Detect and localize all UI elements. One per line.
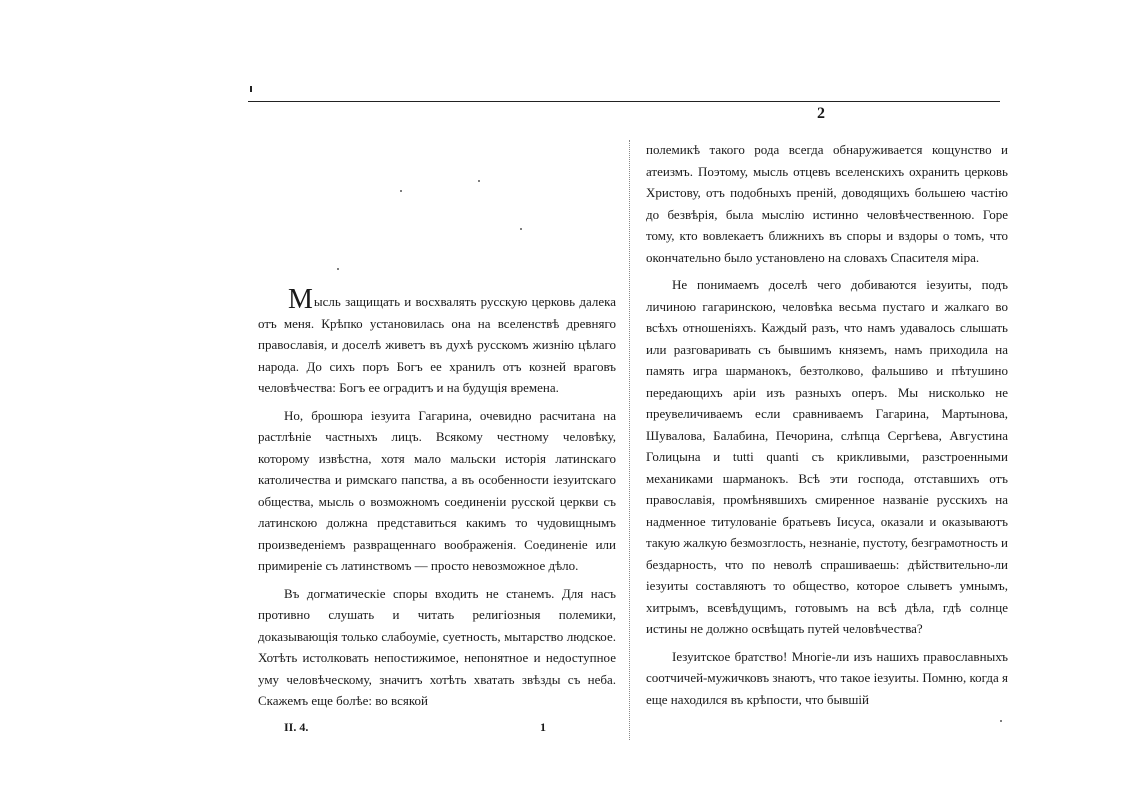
paragraph: Не понимаемъ доселѣ чего добиваются iезуиты, подъ личиною гагаринскою, человѣка весьма пустаго и жалкаго во всѣхъ отношеніяхъ. Каждый разъ, что намъ удавалось слышать или разговаривать съ бывшимъ княземъ, намъ приходила на память игра шарманокъ, безтолково, фальшиво и пѣтушино передающихъ аріи изъ разныхъ оперъ. Мы нисколько не преувеличиваемъ если сравниваемъ Гагарина, Мартынова, Шувалова, Балабина, Печорина, слѣпца Сергѣева, Августина Голицына и tutti quanti съ крикливыми, разстроенными механиками шарманокъ. Всѣ эти господа, отставшихъ отъ православія, промѣнявшихъ смиренное названіе русскихъ на надменное титулованіе братьевъ Іисуса, оказали и оказываютъ такую жалкую безмозглость, незнаніе, пустоту, безграмотность и бездарность, что по неволѣ спрашиваешь: дѣйствительно-ли iезуиты составляютъ то общество, которое слыветъ умнымъ, хитрымъ, всевѣдущимъ, готовымъ на всѣ дѣла, гдѣ солнце истины не должно освѣщать путей человѣчества? [646,277,1008,636]
signature-mark: II. 4. [284,720,309,734]
print-speck [1000,720,1002,722]
page-number: 2 [817,105,825,122]
opening-paragraph-text: ысль защищать и восхвалять русскую церковь далека отъ меня. Крѣпко установилась она на вселенствѣ древняго православія, и доселѣ живетъ въ духѣ русскомъ жизнію цѣлаго народа. До сихъ поръ Богъ ее хранилъ отъ козней враговъ человѣчества: Богъ ее оградитъ и на будущія времена. [258,294,616,395]
margin-tick-mark [250,86,252,92]
print-speck [337,268,339,270]
print-speck [478,180,480,182]
print-speck [520,228,522,230]
paragraph-continued: полемикѣ такого рода всегда обнаруживается кощунство и атеизмъ. Поэтому, мысль отцевъ вселенскихъ охранить церковь Христову, отъ подобныхъ преній, доводящихъ большею частію до безвѣрія, была мыслію истинно человѣчественною. Горе тому, кто вовлекаетъ ближнихъ въ споры и вздоры о томъ, что окончательно было установлено на словахъ Спасителя міра. [646,142,1008,265]
header-rule [248,101,1000,102]
footer-page-number: 1 [540,720,546,734]
left-column [258,284,616,718]
right-column [646,139,1008,716]
drop-cap: М [288,284,313,315]
paragraph: Въ догматическіе споры входить не станемъ. Для насъ противно слушать и читать религіозныя полемики, доказывающія только слабоуміе, суетность, мытарство людское. Хотѣть истолковать непостижимое, непонятное и недоступное уму человѣческому, значитъ хотѣть хватать звѣзды съ неба. Скажемъ еще болѣе: во всякой [258,585,616,708]
opening-paragraph [258,284,616,399]
paragraph: Но, брошюра iезуита Гагарина, очевидно расчитана на растлѣніе частныхъ лицъ. Всякому честному человѣку, которому извѣстна, хотя мало мальски исторія латинскаго католичества и римскаго папства, а въ особенности iезуитскаго общества, мысль о возможномъ соединеніи русской церкви съ латинскою должна представиться какимъ то чудовищнымъ произведеніемъ развращеннаго воображенія. Соединеніе или примиреніе съ латинствомъ — просто невозможное дѣло. [258,407,616,573]
paragraph: Iезуитское братство! Многіе-ли изъ нашихъ православныхъ соотчичей-мужичковъ знаютъ, что такое iезуиты. Помню, когда я еще находился въ крѣпости, что бывшій [646,648,1008,707]
print-speck [400,190,402,192]
column-divider [629,140,630,740]
